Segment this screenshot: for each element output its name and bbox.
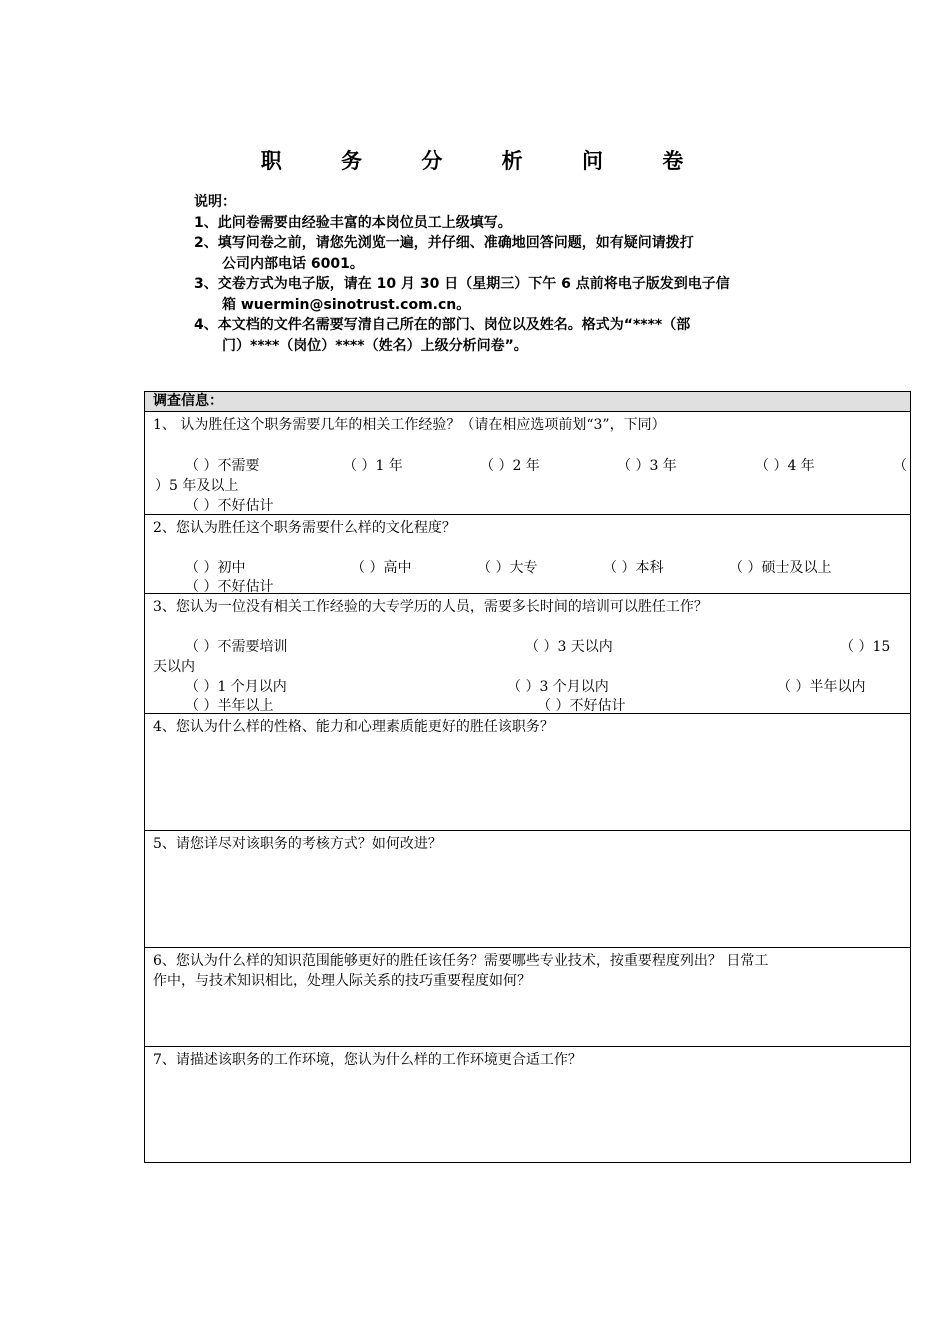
question-5-cell[interactable] — [145, 830, 910, 947]
instruction-4-cont: 门）****（岗位）****（姓名）上级分析问卷”。 — [222, 337, 528, 354]
question-4-text: 4、您认为什么样的性格、能力和心理素质能更好的胜任该职务？ — [153, 719, 554, 735]
question-7-cell[interactable] — [145, 1046, 910, 1162]
q2-option-unsure[interactable]: （ ）不好估计 — [185, 579, 274, 595]
q2-option-bachelor[interactable]: （ ）本科 — [603, 560, 664, 576]
question-1-text: 1、 认为胜任这个职务需要几年的相关工作经验？（请在相应选项前划“3”，下同） — [153, 417, 666, 433]
survey-header: 调查信息： — [145, 392, 910, 411]
page-title: 职 务 分 析 问 卷 — [260, 149, 710, 173]
q3-option-3days[interactable]: （ ）3 天以内 — [525, 639, 613, 655]
q2-option-master[interactable]: （ ）硕士及以上 — [729, 560, 832, 576]
q1-option-5yr[interactable]: ）5 年及以上 — [155, 478, 239, 494]
q2-option-middle-school[interactable]: （ ）初中 — [185, 560, 246, 576]
instructions-heading: 说明： — [194, 194, 236, 210]
question-6-text: 6、您认为什么样的知识范围能够更好的胜任该任务？需要哪些专业技术，按重要程度列出？ 日常工 — [153, 953, 769, 969]
question-6-text-cont: 作中，与技术知识相比，处理人际关系的技巧重要程度如何？ — [153, 973, 531, 989]
question-5-text: 5、请您详尽对该职务的考核方式？如何改进？ — [153, 836, 442, 852]
question-1-cell[interactable] — [145, 411, 910, 514]
q3-option-1month[interactable]: （ ）1 个月以内 — [185, 679, 287, 695]
question-3-cell[interactable] — [145, 593, 910, 713]
instruction-4: 4、本文档的文件名需要写清自己所在的部门、岗位以及姓名。格式为“****（部 — [194, 317, 691, 333]
instruction-1: 1、此问卷需要由经验丰富的本岗位员工上级填写。 — [194, 214, 512, 231]
q1-option-2yr[interactable]: （ ）2 年 — [480, 458, 540, 474]
q1-option-3yr[interactable]: （ ）3 年 — [617, 458, 677, 474]
q3-option-15days-cont: 天以内 — [153, 659, 195, 675]
question-2-cell[interactable] — [145, 514, 910, 593]
instructions — [194, 192, 814, 356]
survey-table — [144, 391, 911, 1163]
instruction-2-cont: 公司内部电话 6001。 — [222, 255, 364, 272]
q1-option-5yr-bracket[interactable]: （ — [893, 458, 907, 474]
q1-option-none[interactable]: （ ）不需要 — [185, 458, 260, 474]
instruction-3: 3、交卷方式为电子版，请在 10 月 30 日（星期三）下午 6 点前将电子版发到电子信 — [194, 276, 730, 292]
q3-option-no-training[interactable]: （ ）不需要培训 — [185, 639, 288, 655]
q3-option-over-half-year[interactable]: （ ）半年以上 — [185, 698, 274, 714]
q1-option-4yr[interactable]: （ ）4 年 — [755, 458, 815, 474]
question-6-cell[interactable] — [145, 947, 910, 1046]
question-3-text: 3、您认为一位没有相关工作经验的大专学历的人员，需要多长时间的培训可以胜任工作？ — [153, 599, 708, 615]
q3-option-15days[interactable]: （ ）15 — [840, 639, 891, 655]
q3-option-unsure[interactable]: （ ）不好估计 — [537, 698, 626, 714]
instruction-2: 2、填写问卷之前，请您先浏览一遍，并仔细、准确地回答问题，如有疑问请拨打 — [194, 235, 694, 251]
q3-option-3months[interactable]: （ ）3 个月以内 — [507, 679, 609, 695]
q1-option-unsure[interactable]: （ ）不好估计 — [185, 498, 274, 514]
instruction-3-cont: 箱 wuermin@sinotrust.com.cn。 — [222, 296, 471, 313]
q2-option-high-school[interactable]: （ ）高中 — [351, 560, 412, 576]
question-4-cell[interactable] — [145, 713, 910, 830]
q3-option-half-year[interactable]: （ ）半年以内 — [777, 679, 866, 695]
q2-option-college[interactable]: （ ）大专 — [477, 560, 538, 576]
question-7-text: 7、请描述该职务的工作环境，您认为什么样的工作环境更合适工作？ — [153, 1052, 582, 1068]
question-2-text: 2、您认为胜任这个职务需要什么样的文化程度？ — [153, 520, 456, 536]
q1-option-1yr[interactable]: （ ）1 年 — [343, 458, 403, 474]
